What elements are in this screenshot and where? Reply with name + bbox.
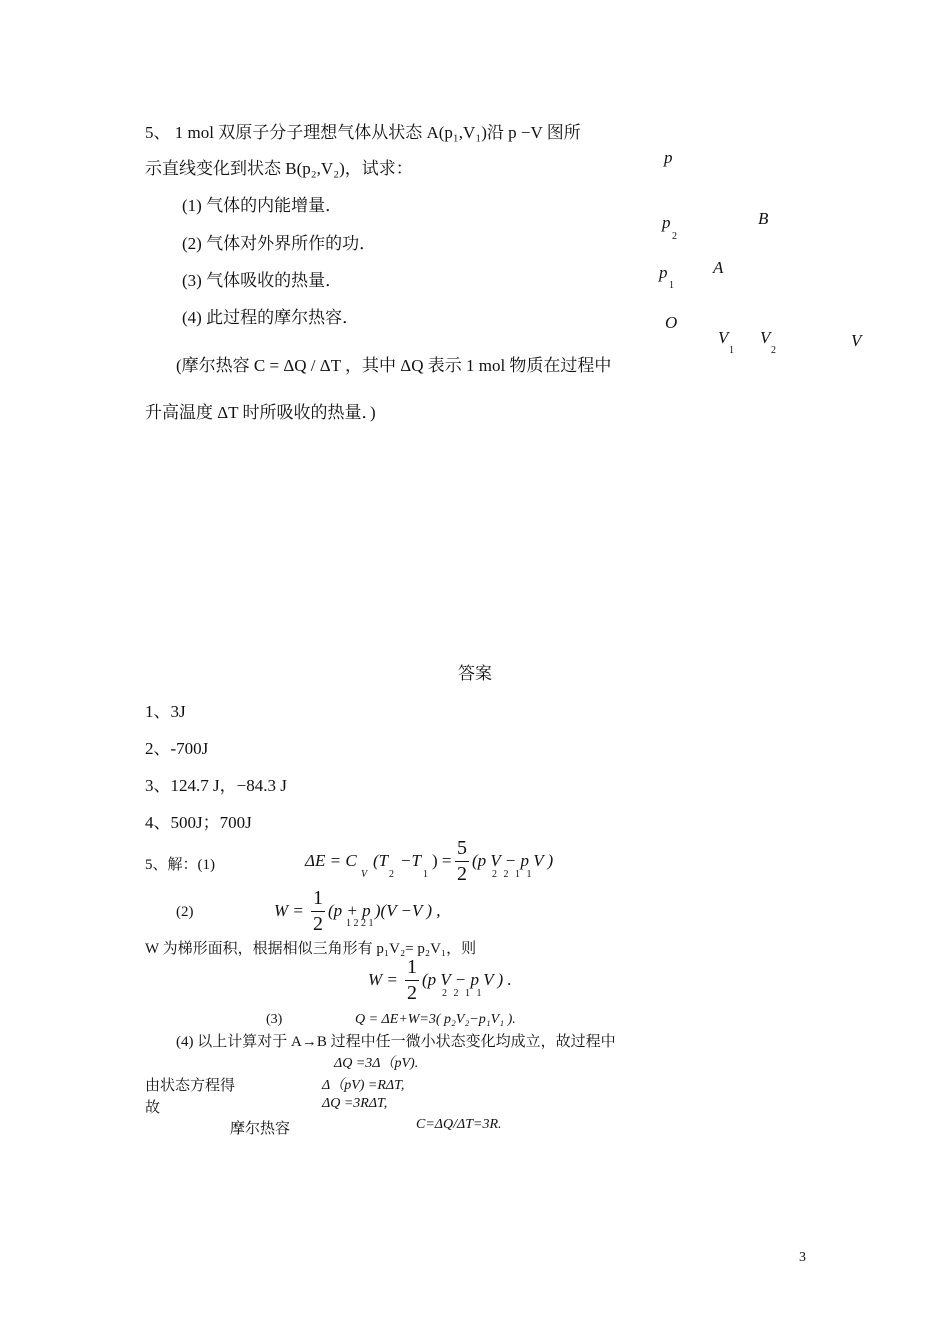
problem-item-1: (1) 气体的内能增量． (182, 196, 343, 215)
diagram-p2-sub: 2 (672, 231, 677, 242)
eq2-subs: 1 2 2 1 (346, 918, 374, 929)
diagram-origin: O (665, 313, 678, 332)
molar-heat-eq: C=ΔQ/ΔT=3R. (416, 1117, 502, 1132)
answer-5-label: 5、解：(1) (145, 857, 215, 873)
eq3-frac-den: 2 (407, 982, 417, 1004)
problem-note-2: 升高温度 ΔT 时所吸收的热量．) (145, 403, 376, 422)
problem-line-1: 5、 1 mol 双原子分子理想气体从状态 A(p₁,V₁)沿 p −V 图所 (145, 123, 581, 142)
eq3-right: (p V − p V ) . (422, 970, 512, 989)
answer-5-2-label: (2) (176, 904, 194, 920)
eq1-close: ) = (432, 851, 452, 870)
eq2-right: (p + p )(V −V ) , (328, 901, 441, 920)
problem-note-1: (摩尔热容 C = ΔQ / ΔT ，其中 ΔQ 表示 1 mol 物质在过程中 (176, 356, 612, 375)
therefore-label: 故 (145, 1100, 161, 1116)
diagram-p1: p (659, 263, 668, 282)
eq1-left: ΔE = C (305, 851, 357, 870)
answer-5-4: (4) 以上计算对于 A→B 过程中任一微小状态变化均成立，故过程中 (176, 1034, 616, 1050)
answer-1: 1、3J (145, 702, 186, 721)
eq2-left: W = (274, 901, 304, 920)
eq1-cv-sub: V (361, 869, 368, 880)
problem-line-2: 示直线变化到状态 B(p₂,V₂)，试求： (145, 159, 413, 178)
eq2-frac-num: 1 (313, 887, 323, 909)
diagram-p2: p (662, 213, 671, 232)
eq1-frac-den: 2 (457, 863, 467, 885)
eq3-subs: 2 2 1 1 (442, 988, 484, 999)
eq1-frac-num: 5 (457, 837, 467, 859)
answer-5-3-label: (3) (266, 1012, 283, 1027)
answer-3: 3、124.7 J，−84.3 J (145, 776, 287, 795)
diagram-axis-v: V (851, 331, 862, 350)
therefore-eq: ΔQ =3RΔT, (322, 1096, 388, 1111)
eq1-t1-sub: 1 (423, 869, 428, 880)
answer-2: 2、-700J (145, 739, 209, 758)
page-number: 3 (799, 1250, 806, 1265)
eq3-frac-line (405, 980, 419, 981)
state-eq: Δ（pV) =RΔT, (322, 1078, 405, 1093)
diagram-v1-sub: 1 (729, 345, 734, 356)
eq1-right-subs: 2 2 1 1 (492, 869, 534, 880)
eq-dq: ΔQ =3Δ（pV). (334, 1056, 419, 1071)
eq1-mid: (T (373, 851, 389, 870)
eq1-t2-sub: 2 (389, 869, 394, 880)
eq2-frac-line (311, 911, 325, 912)
molar-heat-label: 摩尔热容 (230, 1121, 291, 1137)
eq1-minus: −T (400, 851, 421, 870)
eq2-frac-den: 2 (313, 913, 323, 935)
state-eq-label: 由状态方程得 (145, 1078, 236, 1094)
eq1-right: (p V − p V ) (472, 851, 554, 870)
diagram-point-a: A (713, 258, 724, 277)
diagram-axis-p: p (664, 148, 673, 167)
trapezoid-note: W 为梯形面积，根据相似三角形有 p₁V₂= p₂V₁，则 (145, 941, 477, 957)
diagram-p1-sub: 1 (669, 280, 674, 291)
diagram-v1: V (718, 328, 729, 347)
eq3-left: W = (368, 970, 398, 989)
diagram-v2-sub: 2 (771, 345, 776, 356)
eq3-frac-num: 1 (407, 956, 417, 978)
diagram-v2: V (760, 328, 771, 347)
problem-item-2: (2) 气体对外界所作的功． (182, 234, 377, 253)
answers-heading: 答案 (458, 664, 492, 683)
answer-4: 4、500J；700J (145, 813, 252, 832)
eq1-frac-line (455, 861, 469, 862)
diagram-point-b: B (758, 209, 769, 228)
problem-item-3: (3) 气体吸收的热量． (182, 271, 343, 290)
problem-item-4: (4) 此过程的摩尔热容． (182, 308, 360, 327)
eq4: Q = ΔE+W=3( p₂V₂−p₁V₁ ). (355, 1012, 516, 1027)
